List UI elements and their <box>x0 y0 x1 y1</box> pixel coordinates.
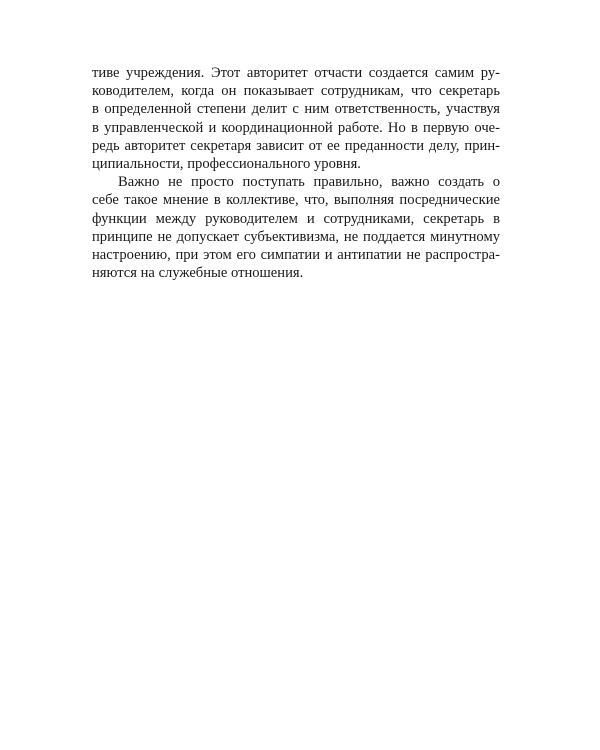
text-line: принципе не допускает субъективизма, не поддается минутному <box>92 228 500 245</box>
text-line: Важно не просто поступать правильно, важно создать о <box>118 174 500 191</box>
text-line: няются на служебные отношения. <box>92 265 304 282</box>
paragraph-2 <box>92 173 500 282</box>
body-text <box>92 64 500 282</box>
paragraph-1 <box>92 64 500 173</box>
text-line: функции между руководителем и сотрудниками, секретарь в <box>92 210 500 227</box>
text-line: ководителем, когда он показывает сотрудникам, что секретарь <box>92 83 500 100</box>
text-line: в управленческой и координационной работе. Но в первую оче- <box>92 119 500 136</box>
text-line: настроению, при этом его симпатии и антипатии не распростра- <box>92 246 500 263</box>
text-line: тиве учреждения. Этот авторитет отчасти создается самим ру- <box>92 65 500 81</box>
text-line: редь авторитет секретаря зависит от ее преданности делу, прин- <box>92 137 500 154</box>
text-line: ципиальности, профессионального уровня. <box>92 155 361 172</box>
text-line: в определенной степени делит с ним ответственность, участвуя <box>92 101 500 118</box>
text-line: себе такое мнение в коллективе, что, выполняя посреднические <box>92 192 500 209</box>
